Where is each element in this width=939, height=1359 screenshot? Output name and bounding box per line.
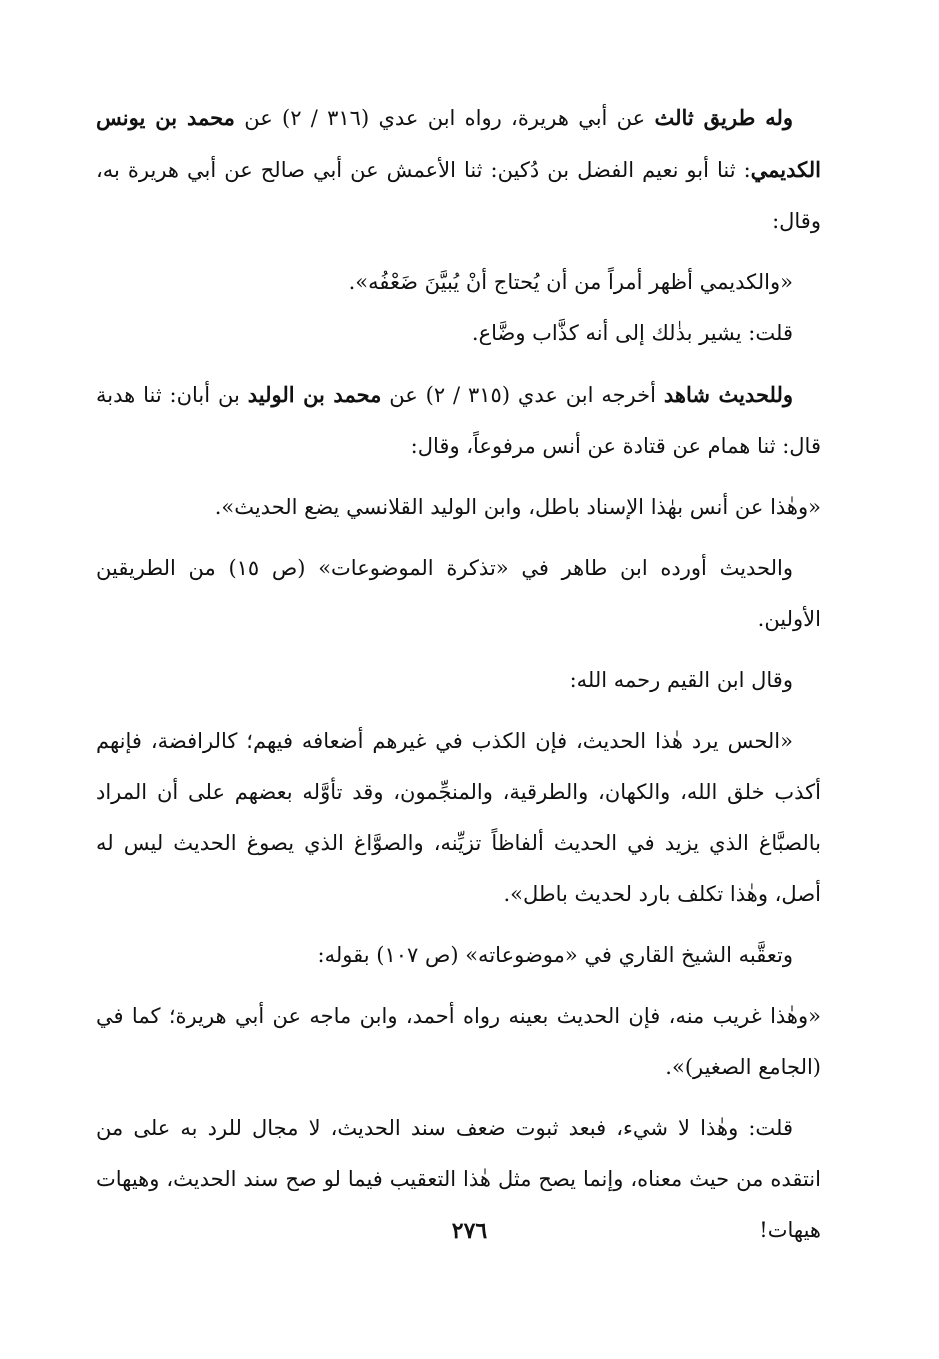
text-run: «وهٰذا عن أنس بهٰذا الإسناد باطل، وابن الوليد القلانسي يضع الحديث». [214,495,821,519]
quote-qari [96,991,821,1093]
paragraph-qari-intro [96,930,821,981]
text-run: قلت: وهٰذا لا شيء، فبعد ثبوت ضعف سند الحديث، لا مجال للرد به على من انتقده من حيث معناه، وإنما يصح مثل هٰذا التعقيب فيما لو صح سند الحديث، وهيهات هيهات! [96,1116,821,1242]
narrator-name: محمد بن الوليد [247,382,382,407]
paragraph-witness [96,369,821,472]
text-run: «الحس يرد هٰذا الحديث، فإن الكذب في غيرهم أضعافه فيهم؛ كالرافضة، فإنهم أكذب خلق الله، والكهان، والطرقية، والمنجِّمون، وقد تأوَّله بعضهم على أن المراد بالصبَّاغ الذي يزيد في الحديث ألفاظاً تزيِّنه، والصوَّاغ الذي يصوغ الحديث ليس له أصل، وهٰذا تكلف بارد لحديث باطل». [96,729,821,906]
text-run: عن أبي هريرة، رواه ابن عدي (٣١٦ / ٢) عن [234,106,655,130]
quote-ibn-adi-1 [96,257,821,308]
quote-ibn-adi-2 [96,482,821,533]
text-run: «وهٰذا غريب منه، فإن الحديث بعينه رواه أحمد، وابن ماجه عن أبي هريرة؛ كما في (الجامع الصغير)». [96,1004,821,1079]
paragraph-ibn-tahir [96,543,821,645]
bold-phrase: وله طريق ثالث [654,105,793,130]
text-run: وقال ابن القيم رحمه الله: [569,668,793,692]
paragraph-ibn-qayyim-intro [96,655,821,706]
page-body [96,92,821,1256]
paragraph-comment-1 [96,308,821,359]
text-run: بن أبان: ثنا هدبة قال: ثنا همام عن قتادة عن أنس مرفوعاً، وقال: [96,383,821,458]
text-run: والحديث أورده ابن طاهر في «تذكرة الموضوعات» (ص ١٥) من الطريقين الأولين. [96,556,821,631]
text-run: : ثنا أبو نعيم الفضل بن دُكين: ثنا الأعمش عن أبي صالح عن أبي هريرة به، وقال: [96,158,821,233]
text-run: قلت: يشير بذٰلك إلى أنه كذَّاب وضَّاع. [471,321,793,345]
quote-ibn-qayyim [96,716,821,920]
page-number: ٢٧٦ [451,1218,488,1244]
narrator-name: محمد بن يونس الكديمي [96,105,821,182]
text-run: أخرجه ابن عدي (٣١٥ / ٢) عن [381,383,664,407]
paragraph-third-route [96,92,821,247]
text-run: وتعقَّبه الشيخ القاري في «موضوعاته» (ص ١٠٧) بقوله: [317,943,793,967]
bold-phrase: وللحديث شاهد [663,382,793,407]
text-run: «والكديمي أظهر أمراً من أن يُحتاج أنْ يُبيَّنَ ضَعْفُه». [348,270,793,294]
